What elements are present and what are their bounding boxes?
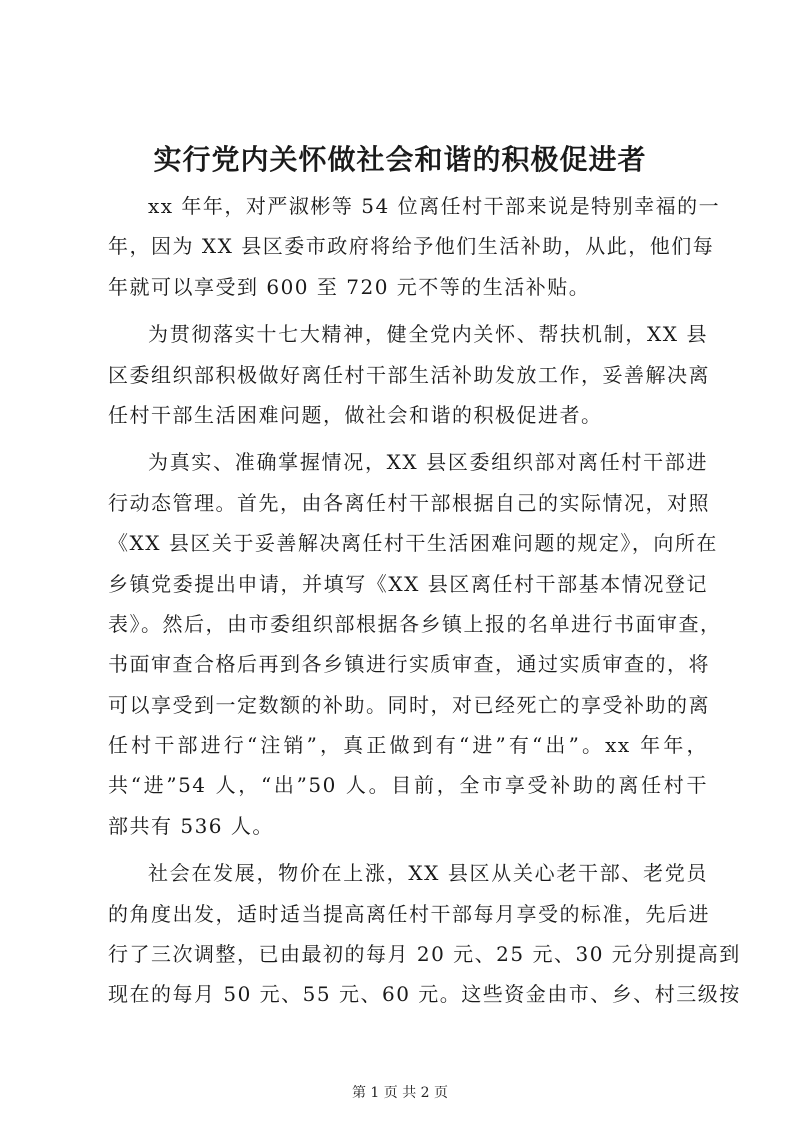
text-line: 书面审查合格后再到各乡镇进行实质审查，通过实质审查的，将 (108, 652, 710, 677)
text-line: 为真实、准确掌握情况，XX 县区委组织部对离任村干部进 (148, 450, 708, 475)
paragraph-1 (108, 186, 721, 307)
text-line: 行了三次调整，已由最初的每月 20 元、25 元、30 元分别提高到 (108, 942, 741, 967)
text-line: 年，因为 XX 县区委市政府将给予他们生活补助，从此，他们每 (108, 234, 715, 259)
document-body (108, 186, 741, 1015)
text-line: 《XX 县区关于妥善解决离任村干生活困难问题的规定》，向所在 (108, 531, 718, 556)
text-line: xx 年年，对严淑彬等 54 位离任村干部来说是特别幸福的一 (148, 194, 721, 218)
text-line: 任村干部生活困难问题，做社会和谐的积极促进者。 (108, 402, 603, 427)
page-title: 实行党内关怀做社会和谐的积极促进者 (153, 143, 647, 176)
text-line: 可以享受到一定数额的补助。同时，对已经死亡的享受补助的离 (108, 692, 710, 717)
text-line: 部共有 536 人。 (108, 813, 274, 838)
text-line: 为贯彻落实十七大精神，健全党内关怀、帮扶机制，XX 县 (148, 322, 708, 347)
text-line: 现在的每月 50 元、55 元、60 元。这些资金由市、乡、村三级按 (108, 982, 741, 1007)
text-line: 任村干部进行“注销”，真正做到有“进”有“出”。xx 年年， (108, 733, 708, 758)
text-line: 社会在发展，物价在上涨，XX 县区从关心老干部、老党员 (148, 861, 708, 886)
text-line: 行动态管理。首先，由各离任村干部根据自己的实际情况，对照 (108, 490, 710, 515)
text-line: 年就可以享受到 600 至 720 元不等的生活补贴。 (108, 274, 591, 299)
paragraph-4 (108, 853, 741, 1015)
paragraph-3 (108, 442, 722, 846)
text-line: 共“进”54 人，“出”50 人。目前，全市享受补助的离任村干 (108, 773, 708, 798)
page-footer: 第 1 页 共 2 页 (351, 1085, 449, 1101)
text-line: 乡镇党委提出申请，并填写《XX 县区离任村干部基本情况登记 (108, 571, 708, 596)
text-line: 的角度出发，适时适当提高离任村干部每月享受的标准，先后进 (108, 901, 710, 926)
text-line: 区委组织部积极做好离任村干部生活补助发放工作，妥善解决离 (108, 362, 710, 387)
text-line: 表》。然后，由市委组织部根据各乡镇上报的名单进行书面审查， (108, 611, 722, 636)
paragraph-2 (108, 314, 708, 435)
